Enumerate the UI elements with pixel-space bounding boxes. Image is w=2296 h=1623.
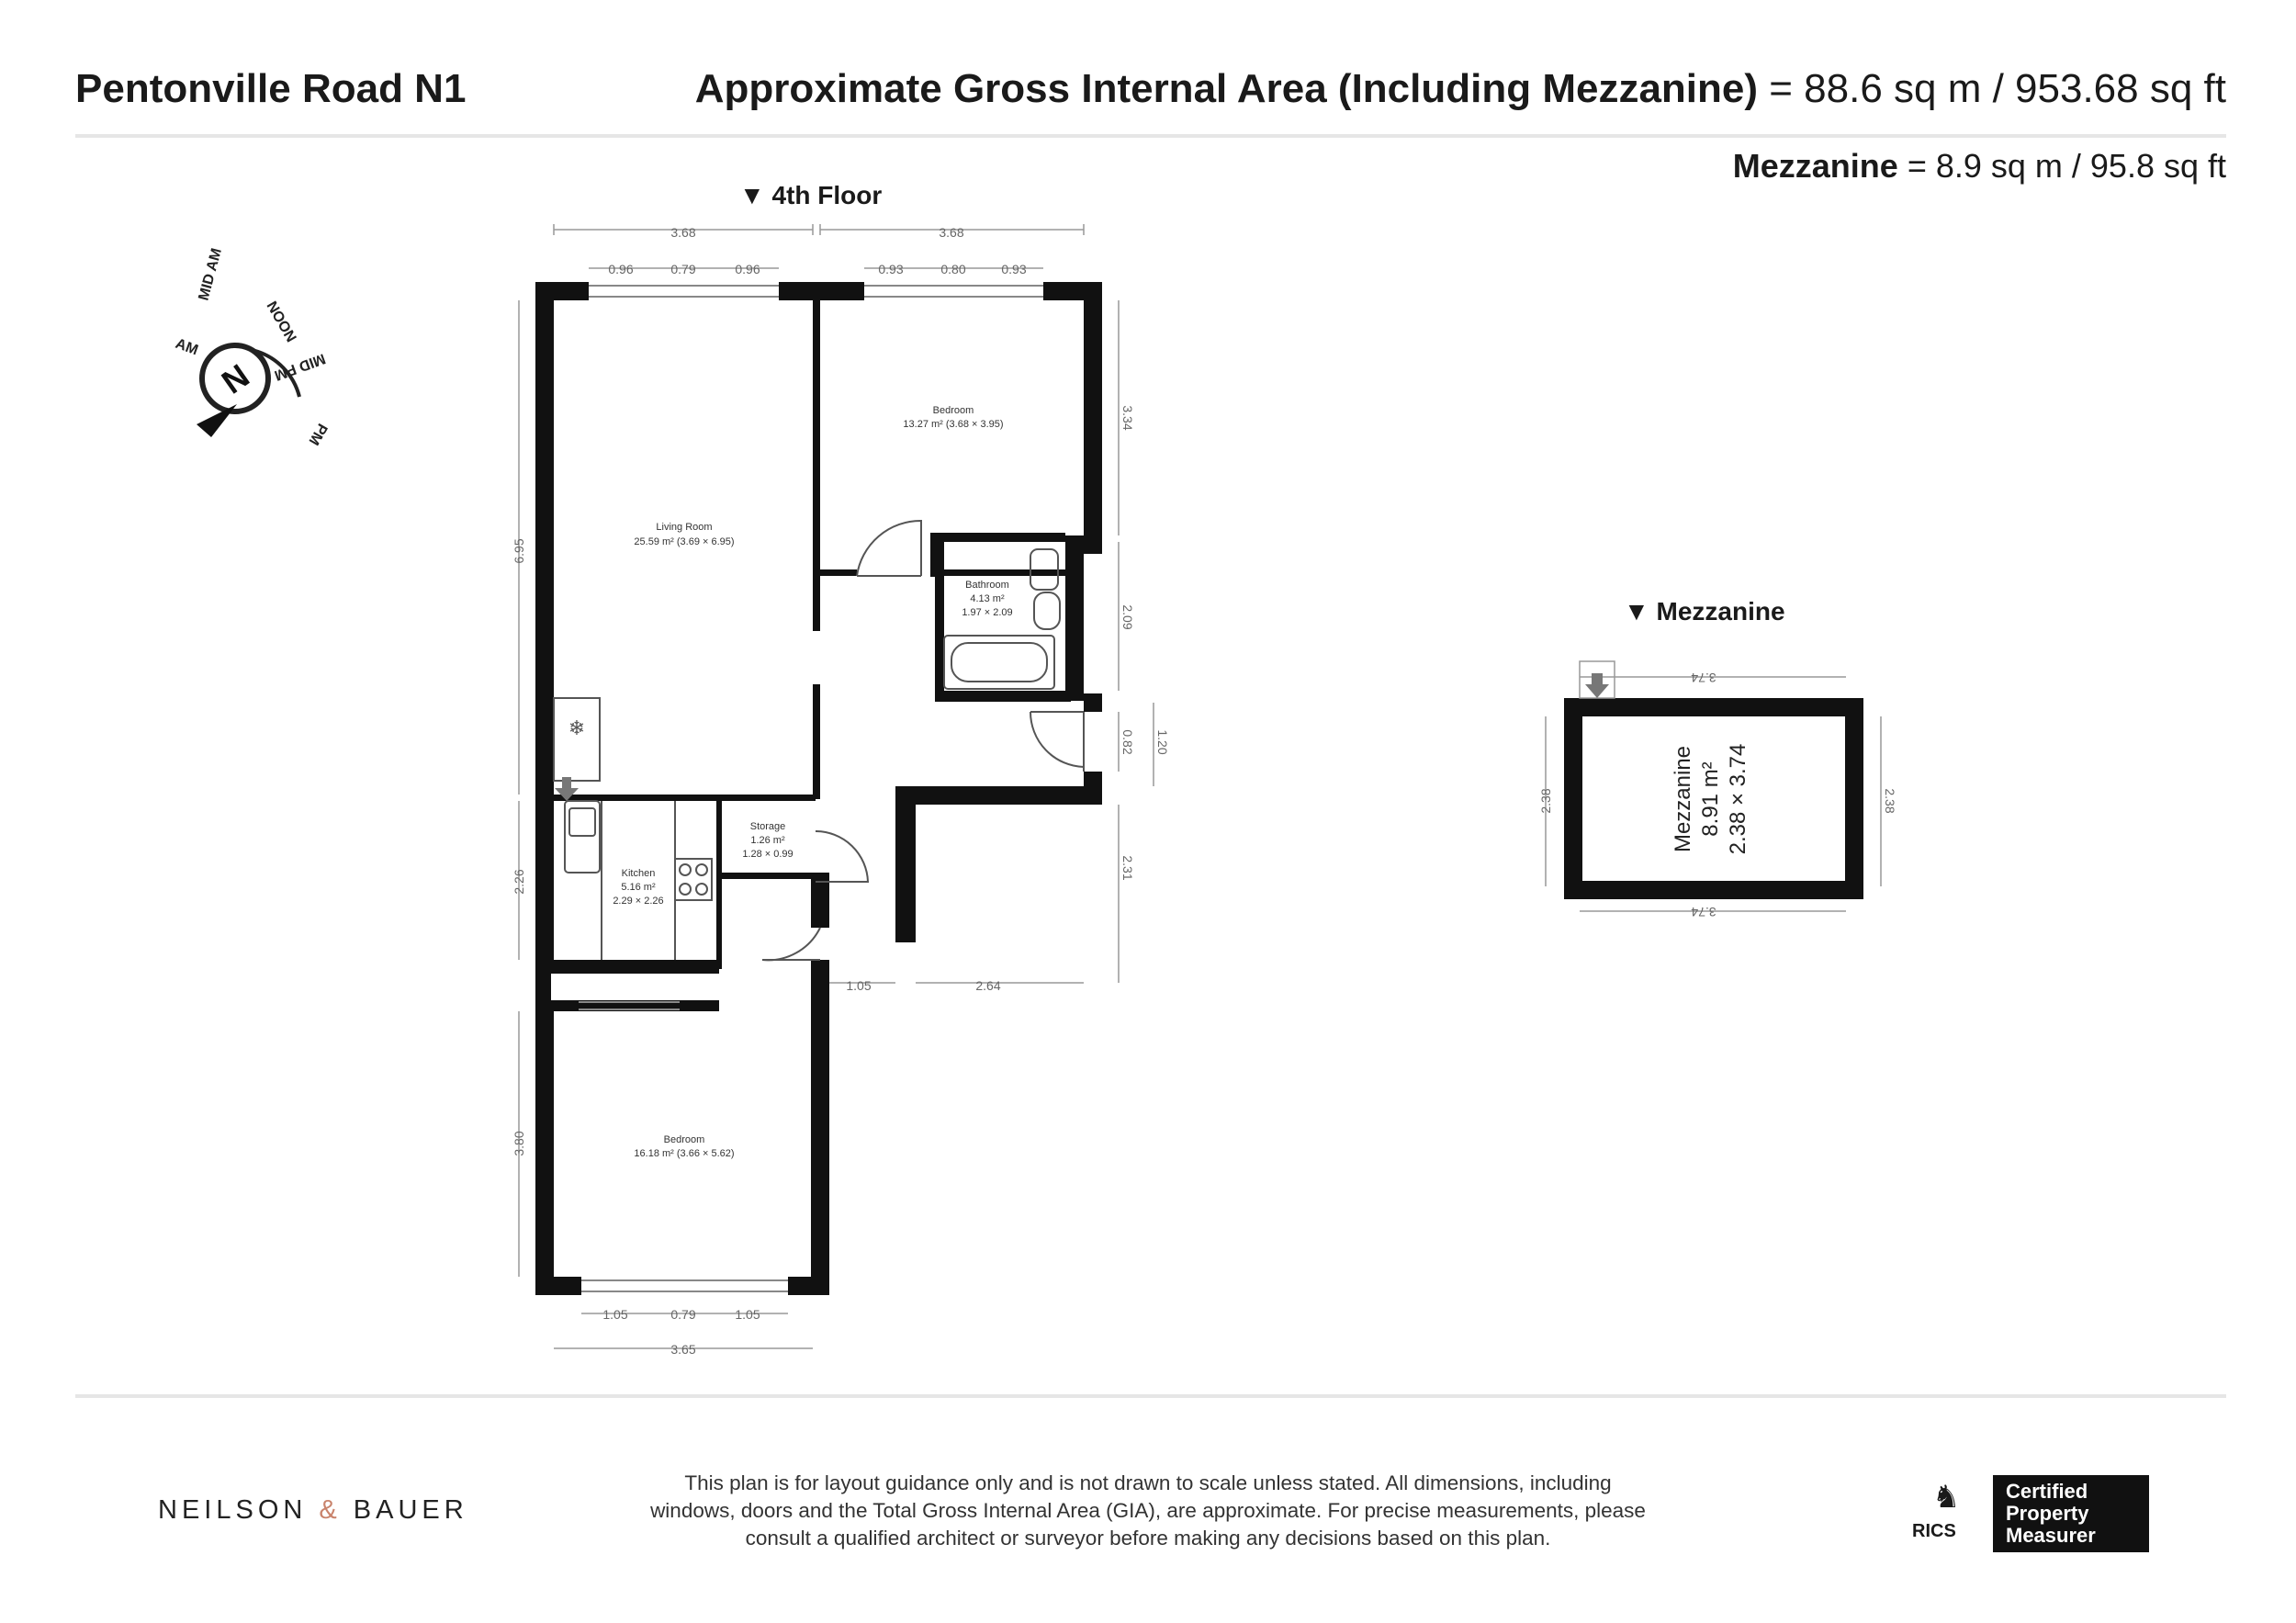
- svg-text:❄: ❄: [568, 716, 586, 739]
- bathroom-area: 4.13 m²: [970, 593, 1005, 604]
- compass-am: AM: [173, 335, 200, 359]
- walls: [535, 282, 1102, 1295]
- bedroom2-name: Bedroom: [663, 1134, 705, 1145]
- dim-top-right-win-2: 0.80: [940, 262, 966, 276]
- dim-mezz-right: 2.38: [1883, 788, 1897, 814]
- mezzanine-room-name: Mezzanine: [1671, 745, 1695, 853]
- dim-bottom-win-1: 1.05: [602, 1307, 628, 1322]
- dim-mezz-bottom: 3.74: [1691, 905, 1716, 919]
- bedroom1-area: 13.27 m² (3.68 × 3.95): [903, 419, 1004, 430]
- cert-line-1: Certified: [2006, 1480, 2088, 1503]
- dim-bottom-total: 3.65: [670, 1342, 696, 1357]
- storage-name: Storage: [749, 821, 786, 832]
- bedroom2-area: 16.18 m² (3.66 × 5.62): [634, 1148, 735, 1159]
- dim-top-left-total: 3.68: [670, 225, 696, 240]
- dim-bottom-mid-b: 2.64: [975, 978, 1001, 993]
- kitchen-dims: 2.29 × 2.26: [613, 896, 664, 907]
- compass-n-label: N: [214, 356, 256, 401]
- disclaimer-text: This plan is for layout guidance only and is not drawn to scale unless stated. All dimensions, including windows, doors and the Total Gross Internal Area (GIA), are approximate. For precise measurements, please consult a qualified architect or surveyor before making any decisions based on this plan.: [650, 1471, 1646, 1550]
- rics-crest-icon: ♞: [1932, 1480, 1961, 1515]
- living-room-name: Living Room: [656, 522, 713, 533]
- kitchen-area: 5.16 m²: [621, 882, 656, 893]
- rics-wordmark: RICS: [1912, 1521, 1956, 1541]
- storage-dims: 1.28 × 0.99: [742, 849, 793, 860]
- basin-icon: [1034, 592, 1060, 629]
- dim-mezz-top: 3.74: [1691, 671, 1716, 685]
- dim-right-bath: 2.09: [1120, 604, 1135, 630]
- kitchen-name: Kitchen: [621, 868, 656, 879]
- mezzanine-area-value: = 8.9 sq m / 95.8 sq ft: [1897, 147, 2226, 185]
- mezzanine-heading: ▼ Mezzanine: [1624, 597, 1785, 626]
- dim-top-left-win-2: 0.79: [670, 262, 696, 276]
- mezzanine-room-area: 8.91 m²: [1698, 761, 1723, 837]
- dim-top-right-win-3: 0.93: [1001, 262, 1027, 276]
- brand-ampersand: &: [319, 1495, 342, 1525]
- mezzanine-plan: [1564, 661, 1863, 899]
- bathroom-name: Bathroom: [965, 580, 1009, 591]
- dim-top-right-total: 3.68: [939, 225, 964, 240]
- compass-mid-am: MID AM: [196, 246, 225, 303]
- dim-bottom-win-3: 1.05: [735, 1307, 760, 1322]
- brand-name-b: BAUER: [341, 1495, 468, 1525]
- fourth-floor-heading: ▼ 4th Floor: [739, 181, 883, 209]
- dim-bottom-mid-a: 1.05: [846, 978, 872, 993]
- dim-left-bedroom: 3.80: [512, 1131, 526, 1156]
- rics-logo: [1910, 1479, 2002, 1543]
- property-title: Pentonville Road N1: [75, 66, 467, 111]
- brand-logo: [158, 1495, 468, 1526]
- cert-line-2: Property: [2006, 1502, 2089, 1525]
- boiler-icon: [554, 698, 600, 781]
- dim-right-door-a: 0.82: [1120, 729, 1135, 755]
- dim-left-living: 6.95: [512, 538, 526, 564]
- dim-top-left-win-1: 0.96: [608, 262, 634, 276]
- dim-top-right-win-1: 0.93: [878, 262, 904, 276]
- gross-area-label: Approximate Gross Internal Area (Including Mezzanine): [694, 66, 1759, 111]
- dim-right-lower: 2.31: [1120, 855, 1135, 881]
- gross-area-value: = 88.6 sq m / 953.68 sq ft: [1758, 66, 2226, 111]
- mezzanine-area-label: Mezzanine: [1732, 147, 1898, 185]
- dim-bottom-win-2: 0.79: [670, 1307, 696, 1322]
- doors: [762, 521, 1084, 960]
- living-room-area: 25.59 m² (3.69 × 6.95): [634, 536, 735, 547]
- mezzanine-room-dims: 2.38 × 3.74: [1726, 743, 1750, 855]
- dim-right-bed1: 3.34: [1120, 405, 1135, 431]
- compass-mid-pm: MID PM: [272, 350, 328, 383]
- compass-pm: PM: [305, 421, 331, 448]
- compass-icon: [174, 247, 331, 448]
- footer-divider: [75, 1394, 2226, 1398]
- certified-measurer-badge: [1993, 1475, 2149, 1552]
- dim-left-kitchen: 2.26: [512, 869, 526, 895]
- brand-name-a: NEILSON: [158, 1495, 320, 1525]
- dim-right-door-b: 1.20: [1155, 729, 1170, 755]
- bedroom1-name: Bedroom: [932, 405, 974, 416]
- dim-top-left-win-3: 0.96: [735, 262, 760, 276]
- cert-line-3: Measurer: [2006, 1524, 2096, 1547]
- storage-area: 1.26 m²: [750, 835, 785, 846]
- bathroom-dims: 1.97 × 2.09: [962, 607, 1013, 618]
- compass-noon: NOON: [263, 299, 299, 345]
- hob-icon: [675, 859, 712, 900]
- dim-mezz-left: 2.38: [1538, 788, 1553, 814]
